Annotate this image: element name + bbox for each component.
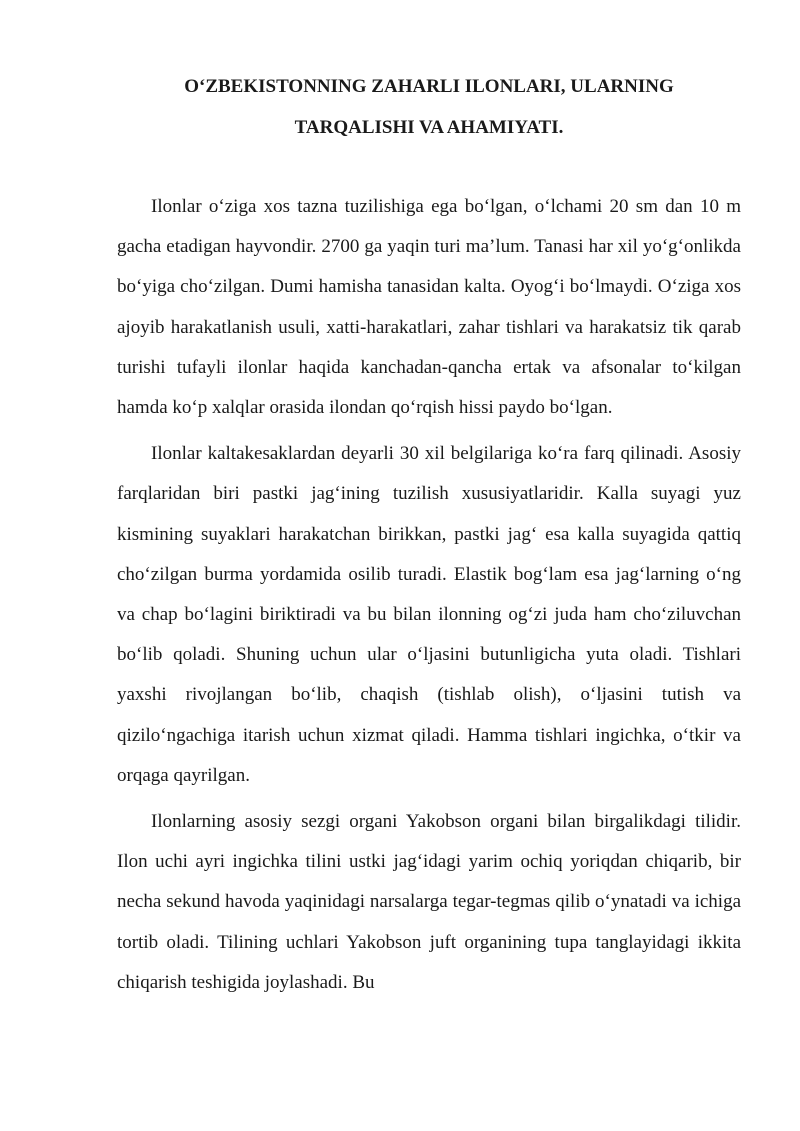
title-line-1: O‘ZBEKISTONNING ZAHARLI ILONLARI, ULARNING — [184, 76, 674, 97]
document-title — [117, 66, 741, 148]
title-line-2: TARQALISHI VA AHAMIYATI. — [294, 117, 564, 138]
document-page — [117, 66, 741, 1009]
paragraph-3: Ilonlarning asosiy sezgi organi Yakobson organi bilan birgalikdagi tilidir. Ilon uchi ayri ingichka tilini ustki jag‘idagi yarim ochiq yoriqdan chiqarib, bir necha sekund havoda yaqinidagi narsalarga tegar-tegmas qilib o‘ynatadi va ichiga tortib oladi. Tilining uchlari Yakobson juft organining tupa tanglayidagi ikkita chiqarish teshigida joylashadi. Bu — [117, 811, 741, 993]
paragraph-1: Ilonlar o‘ziga xos tazna tuzilishiga ega bo‘lgan, o‘lchami 20 sm dan 10 m gacha etadigan hayvondir. 2700 ga yaqin turi ma’lum. Tanasi har xil yo‘g‘onlikda bo‘yiga cho‘zilgan. Dumi hamisha tanasidan kalta. Oyog‘i bo‘lmaydi. O‘ziga xos ajoyib harakatlanish usuli, xatti-harakatlari, zahar tishlari va harakatsiz tik qarab turishi tufayli ilonlar haqida kanchadan-qancha ertak va afsonalar to‘kilgan hamda ko‘p xalqlar orasida ilondan qo‘rqish hissi paydo bo‘lgan. — [117, 196, 741, 419]
paragraph-2: Ilonlar kaltakesaklardan deyarli 30 xil belgilariga ko‘ra farq qilinadi. Asosiy farqlaridan biri pastki jag‘ining tuzilish xususiyatlaridir. Kalla suyagi yuz kismining suyaklari harakatchan birikkan, pastki jag‘ esa kalla suyagida qattiq cho‘zilgan burma yordamida osilib turadi. Elastik bog‘lam esa jag‘larning o‘ng va chap bo‘lagini biriktiradi va bu bilan ilonning og‘zi juda ham cho‘ziluvchan bo‘lib qoladi. Shuning uchun ular o‘ljasini butunligicha yuta oladi. Tishlari yaxshi rivojlangan bo‘lib, chaqish (tishlab olish), o‘ljasini tutish va qizilo‘ngachiga itarish uchun xizmat qiladi. Hamma tishlari ingichka, o‘tkir va orqaga qayrilgan. — [117, 443, 741, 786]
